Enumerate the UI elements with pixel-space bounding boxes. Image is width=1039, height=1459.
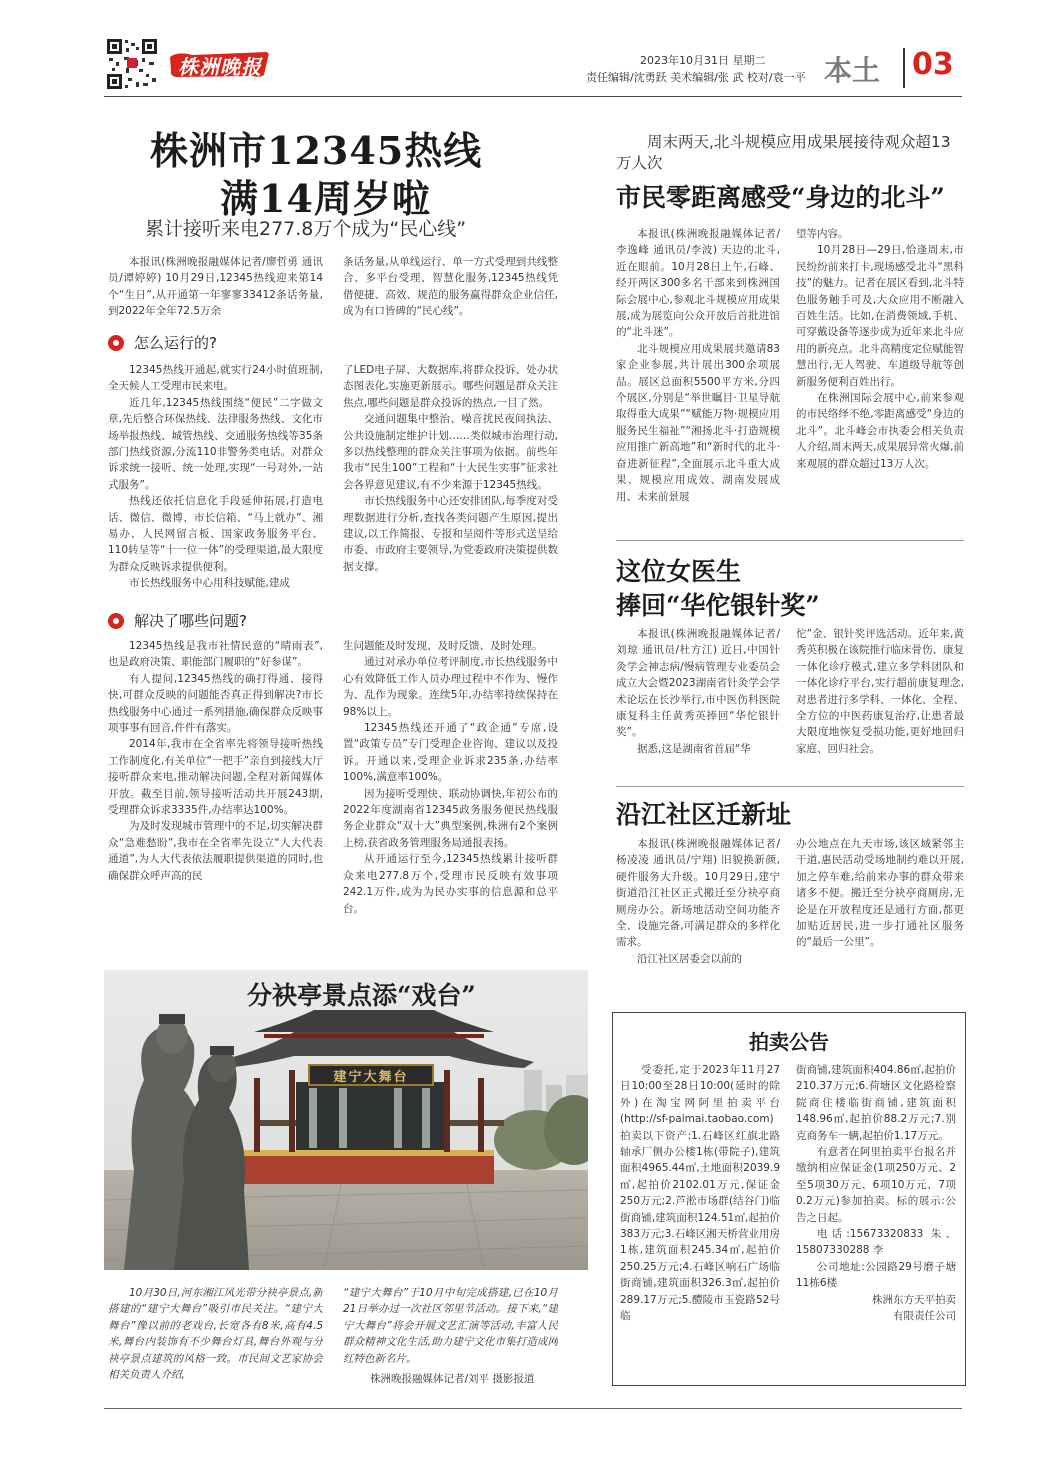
- article1-s1-right: 了LED电子屏、大数据库,将群众投诉、处办状态图表化,实施更新展示。哪些问题是群众关注焦点,哪些问题是群众投诉的热点,一目了然。 交通问题集中整治、噪音扰民夜间执法、公共设施制定维护计划……类似城市治理行动,多以热线整理的群众关注事项为依据。前些年我市“民生100”工程和“十大民生实事”征求社会各界意见建议,有不少来源于12345热线。 市长热线服务中心还安排团队,每季度对受理数据进行分析,查找各类问题产生原因,提出建议,以工作简报、专报和呈阅件等形式送呈给市委、市政府主要领导,为党委政府决策提供数据支撑。: [343, 364, 558, 573]
- masthead-text: 株洲晚报: [178, 55, 262, 79]
- article4-right: 办公地点在九天市场,该区域紧邻主干道,惠民活动受场地制约难以开展,加之停车难,给前来办事的群众带来诸多不便。搬迁至分袂亭商厕房,无论是在开放程度还是通行方面,都更加贴近居民,进一步打通社区服务的“最后一公里”。: [796, 838, 964, 949]
- article4-left: 本报讯(株洲晚报融媒体记者/杨凌凌 通讯员/宁翔) 旧貌换新颜,硬件服务大升级。10月29日,建宁街道沿江社区正式搬迁至分袂亭商厕房办公。新场地活动空间功能齐全、设施完备,可满足群众的多样化需求。 沿江社区居委会以前的: [616, 838, 780, 965]
- article1-s2-right: 生问题能及时发现、及时反馈、及时处理。 通过对承办单位考评制度,市长热线服务中心有效降低工作人员办理过程中不作为、慢作为、乱作为现象。连续5年,办结率持续保持在98%以上。 12345热线还开通了“政企通”专席,设置“政策专员”专门受理企业咨询、建议以及投诉。开通以来,受理企业诉求235条,办结率100%,满意率100%。 因为接听受理快、联动协调快,年初公布的2022年度湖南省12345政务服务便民热线服务企业群众“双十大”典型案例,株洲有2个案例上榜,获省政务管理服务局通报表扬。 从开通运行至今,12345热线累计接听群众来电277.8万个,受理市民反映有效事项242.1万件,成为为民办实事的信息源和总平台。: [343, 640, 558, 915]
- masthead-logo: [168, 49, 272, 79]
- section-bullet-icon: [108, 613, 124, 629]
- page-number: 03: [912, 47, 954, 82]
- auction-left: 受委托,定于2023年11月27日10:00至28日10:00(延时的除外)在淘宝网阿里拍卖平台(http://sf-paimai.taobao.com)拍卖以下资产:1.石峰区红旗北路轴承厂侧办公楼1栋(带院子),建筑面积4965.44㎡,土地面积2039.9㎡,起拍价2102.01万元,保证金250万元;2.芦淞市场群(结谷门)临街商铺,建筑面积124.51㎡,起拍价383万元;3.石峰区湘天桥营业用房1栋,建筑面积245.34㎡,起拍价250.25万元;4.石峰区响石广场临街商铺,建筑面积326.3㎡,起拍价289.17万元;5.醴陵市玉瓷路52号临: [620, 1064, 780, 1323]
- photo-credit: 株洲晚报融媒体记者/刘平 摄影报道: [370, 1373, 535, 1385]
- article3-title-line1: 这位女医生: [616, 557, 742, 586]
- section-name: 本土: [824, 54, 881, 87]
- article1-title-line1: 株洲市12345热线: [150, 128, 483, 173]
- qr-code-icon: [106, 38, 158, 90]
- footer-rule: [104, 1408, 962, 1409]
- article3-right: 佗”金、银针奖评选活动。近年来,黄秀英积极在该院推行临床骨伤、康复一体化诊疗模式,建立多学科团队和一体化诊疗平台,实行超前康复理念,对患者进行多学科、一体化、全程、全方位的中医药康复治疗,让患者最大限度地恢复受损功能,更好地回归家庭、回归社会。: [796, 628, 964, 755]
- photo-title: 分袂亭景点添“戏台”: [247, 981, 476, 1010]
- photo-caption-left: 10月30日,河东湘江风光带分袂亭景点,新搭建的“建宁大舞台”吸引市民关注。“建宁大舞台”像以前的老戏台,长宽各有8米,高有4.5米,舞台内装饰有不少舞台灯具,舞台外观与分袂亭景点建筑的风格一致。市民间文艺家协会相关负责人介绍,: [108, 1287, 323, 1382]
- article3-left: 本报讯(株洲晚报融媒体记者/刘琼 通讯员/杜方江) 近日,中国针灸学会神志病/慢病管理专业委员会成立大会暨2023湖南省针灸学会学术论坛在长沙举行,市中医伤科医院康复科主任黄秀英捧回“华佗银针奖”。 据悉,这是湖南省首届“华: [616, 628, 780, 755]
- stage-sign-text: 建宁大舞台: [333, 1070, 409, 1085]
- article1-s1-left: 12345热线开通起,就实行24小时值班制,全天候人工受理市民来电。 近几年,12345热线围绕“便民”二字做文章,先后整合环保热线、法律服务热线、文化市场举报热线、城管热线、交通服务热线等35条部门热线资源,分流110非警务类电话。对群众诉求统一接听、统一处理,实现“一号对外,一站式服务”。 热线还依托信息化手段延伸拓展,打造电话、微信、微博、市长信箱、“马上就办”、湘易办、人民网留言板、国家政务服务平台、110转呈等“十一位一体”的受理渠道,最大限度为群众反映诉求提供便利。 市长热线服务中心用科技赋能,建成: [108, 364, 323, 590]
- article1-title-line2: 满14周岁啦: [220, 176, 431, 221]
- article1-s2-left: 12345热线是我市社情民意的“晴雨表”,也是政府决策、职能部门履职的“好参谋”。 有人提问,12345热线的确打得通、接得快,可群众反映的问题能否真正得到解决?市长热线服务中心通过一系列措施,确保群众反映事项事事有回音,件件有落实。 2014年,我市在全省率先将领导接听热线工作制度化,有关单位“一把手”亲自到接线大厅接听群众来电,推动解决问题,全程对新闻媒体开放。截至目前,领导接听活动共开展243期,受理群众诉求3335件,办结率达100%。 为及时发现城市管理中的不足,切实解决群众“急难愁盼”,我市在全省率先设立“人大代表通道”,为人大代表依法履职提供渠道的同时,也确保群众呼声高的民: [108, 640, 323, 882]
- photo-caption-right: “建宁大舞台”于10月中旬完成搭建,已在10月21日举办过一次社区邻里节活动。接下来,“建宁大舞台”将会开展文艺汇演等活动,丰富人民群众精神文化生活,助力建宁文化市集打造成网红特色新名片。: [343, 1287, 558, 1365]
- article3-title-line2: 捧回“华佗银针奖”: [616, 591, 820, 620]
- section-header-how: 怎么运行的?: [108, 332, 217, 353]
- article2-title: 市民零距离感受“身边的北斗”: [616, 183, 945, 212]
- date-line: 2023年10月31日 星期二: [640, 54, 766, 67]
- header-rule: [104, 96, 962, 97]
- stage-photo: [104, 970, 588, 1270]
- section-divider: [903, 48, 905, 88]
- article4-title: 沿江社区迁新址: [616, 800, 792, 829]
- divider-article2: [616, 540, 964, 541]
- section-bullet-icon: [108, 335, 124, 351]
- auction-title: 拍卖公告: [749, 1030, 829, 1054]
- section-header-solved: 解决了哪些问题?: [108, 610, 247, 631]
- article2-kicker: 周末两天,北斗规模应用成果展接待观众超13万人次: [616, 133, 951, 172]
- editors-line: 责任编辑/沈勇跃 美术编辑/张 武 校对/袁一平: [586, 71, 806, 84]
- article1-subtitle: 累计接听来电277.8万个成为“民心线”: [145, 218, 467, 240]
- divider-article3: [616, 786, 964, 787]
- auction-right: 街商铺,建筑面积404.86㎡,起拍价210.37万元;6.荷塘区文化路检察院商住楼临街商铺,建筑面积148.96㎡,起拍价88.2万元;7.别克商务车一辆,起拍价1.17万元。 有意者在阿里拍卖平台报名并缴纳相应保证金(1项250万元、2至5项30万元、6项10万元、7项0.2万元)参加拍卖。标的展示:公告之日起。 电话:15673320833 朱、15807330288 李 公司地址:公园路29号磨子塘11栋6楼 株洲东方天平拍卖 有限责任公司: [796, 1064, 956, 1323]
- article2-left: 本报讯(株洲晚报融媒体记者/李逸峰 通讯员/李波) 天边的北斗,近在眼前。10月28日上午,石峰、经开两区300多名干部来到株洲国际会展中心,参观北斗规模应用成果展,成为展览向公众开放后首批进馆的“北斗迷”。 北斗规模应用成果展共邀请83家企业参展,共计展出300余项展品。展区总面积5500平方米,分四个展区,分别是“举世瞩目·卫星导航取得重大成果”“赋能万物·规模应用服务民生福祉”“湘扬北斗·打造规模应用推广新高地”和“新时代的北斗·奋进新征程”,全面展示北斗重大成果、规模应用成效、湖南发展成用、未来前景展: [616, 228, 780, 503]
- article1-intro-left: 本报讯(株洲晚报融媒体记者/廖哲勇 通讯员/谭婷婷) 10月29日,12345热线迎来第14个“生日”,从开通第一年寥寥33412条话务量,到2022年全年72.5万余: [108, 256, 323, 318]
- article2-right: 望等内容。 10月28日—29日,恰逢周末,市民纷纷前来打卡,现场感受北斗“黑科技”的魅力。记者在展区看到,北斗特色服务触手可及,大众应用不断融入百姓生活。比如,在消费领域,手机、可穿戴设备等逐步成为近年来北斗应用的新亮点。北斗高精度定位赋能智慧出行,无人驾驶、车道级导航等创新服务便利百姓出行。 在株洲国际会展中心,前来参观的市民络绎不绝,零距离感受“身边的北斗”。北斗峰会市执委会相关负责人介绍,周末两天,成果展异常火爆,前来观展的群众超过13万人次。: [796, 228, 964, 470]
- article1-intro-right: 条话务量,从单线运行、单一方式受理到共线整合、多平台受理、智慧化服务,12345热线凭借便捷、高效、规范的服务赢得群众企业信任,成为有口皆碑的“民心线”。: [343, 256, 558, 318]
